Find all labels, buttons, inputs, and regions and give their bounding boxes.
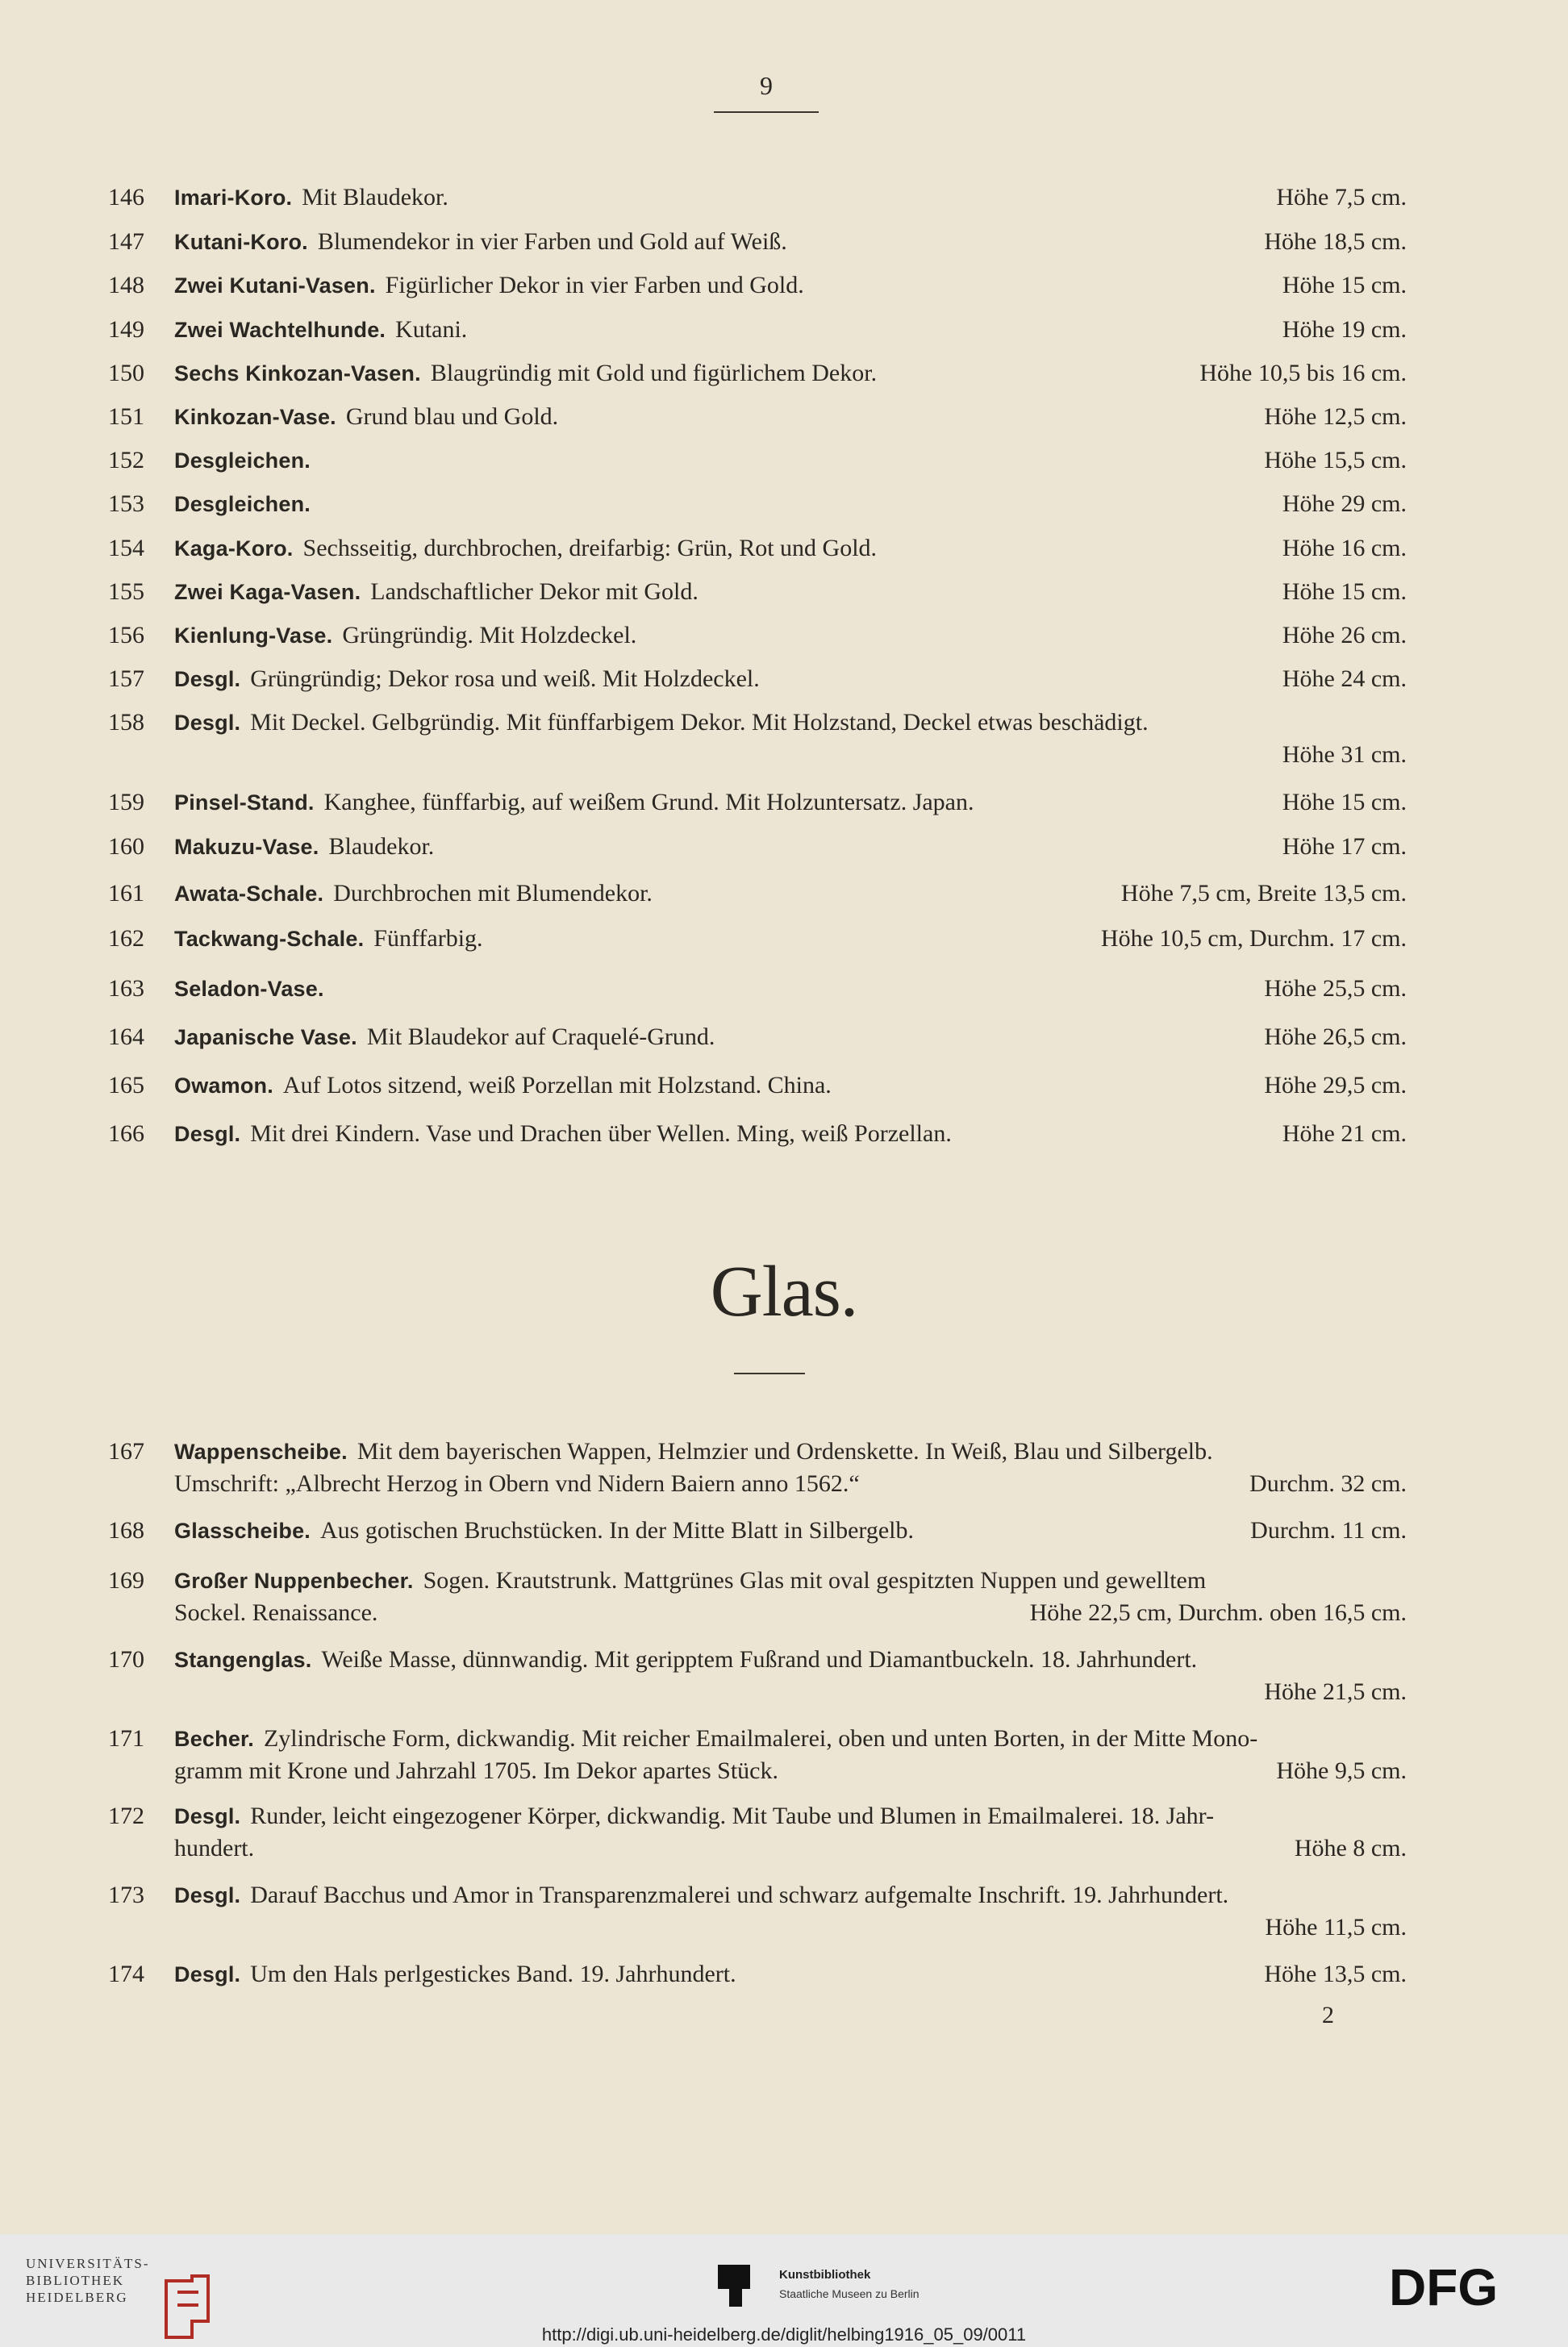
entry-number: 167 bbox=[108, 1438, 144, 1465]
entry-title: Kutani-Koro. bbox=[174, 230, 308, 254]
entry-number: 169 bbox=[108, 1567, 144, 1594]
entry-title: Seladon-Vase. bbox=[174, 977, 324, 1001]
permalink-url[interactable]: http://digi.ub.uni-heidelberg.de/diglit/helbing1916_05_09/0011 bbox=[541, 2324, 1027, 2345]
entry-body bbox=[174, 444, 1433, 477]
entry-title: Pinsel-Stand. bbox=[174, 790, 315, 815]
entry-continuation: Sockel. Renaissance. bbox=[174, 1599, 378, 1626]
entry-measurement: Höhe 12,5 cm. bbox=[1264, 403, 1407, 430]
entry-measurement: Höhe 19 cm. bbox=[1282, 316, 1407, 343]
entry-number: 155 bbox=[108, 578, 144, 605]
kunstbibliothek-name: Kunstbibliothek bbox=[779, 2268, 871, 2282]
entry-description: Blumendekor in vier Farben und Gold auf Weiß. bbox=[317, 228, 787, 255]
entry-description: Kutani. bbox=[395, 316, 468, 343]
university-line-2: BIBLIOTHEK bbox=[26, 2273, 124, 2288]
entry-title: Becher. bbox=[174, 1727, 254, 1751]
entry-number: 162 bbox=[108, 925, 144, 952]
entry-description: Aus gotischen Bruchstücken. In der Mitte Blatt in Silbergelb. bbox=[320, 1517, 914, 1544]
section-rule bbox=[734, 1373, 805, 1374]
entry-measurement: Höhe 26,5 cm. bbox=[1264, 1023, 1407, 1050]
entry-title: Desgl. bbox=[174, 711, 241, 735]
entry-description: Kanghee, fünffarbig, auf weißem Grund. Mit Holzuntersatz. Japan. bbox=[323, 789, 974, 815]
entry-description: Mit Blaudekor auf Craquelé-Grund. bbox=[366, 1023, 715, 1050]
university-library-logo[interactable] bbox=[26, 2255, 211, 2328]
entry-number: 163 bbox=[108, 975, 144, 1002]
entry-body bbox=[174, 1879, 1433, 1911]
entry-measurement: Höhe 29,5 cm. bbox=[1264, 1072, 1407, 1098]
entry-body bbox=[174, 314, 1433, 346]
entry-description: Durchbrochen mit Blumendekor. bbox=[333, 880, 653, 907]
entry-title: Imari-Koro. bbox=[174, 186, 293, 210]
entry-measurement: Höhe 18,5 cm. bbox=[1264, 228, 1407, 255]
entry-body bbox=[174, 1069, 1433, 1102]
entry-title: Japanische Vase. bbox=[174, 1025, 357, 1049]
entry-title: Desgleichen. bbox=[174, 492, 311, 516]
entry-continuation: gramm mit Krone und Jahrzahl 1705. Im Dekor apartes Stück. bbox=[174, 1757, 778, 1784]
entry-body bbox=[174, 226, 1433, 258]
entry-body bbox=[174, 663, 1433, 695]
entry-body bbox=[174, 973, 1433, 1005]
entry-title: Sechs Kinkozan-Vasen. bbox=[174, 361, 421, 386]
entry-number: 171 bbox=[108, 1725, 144, 1752]
entry-description: Grüngründig. Mit Holzdeckel. bbox=[342, 622, 637, 648]
entry-measurement: Höhe 7,5 cm, Breite 13,5 cm. bbox=[1120, 880, 1407, 907]
entry-number: 146 bbox=[108, 184, 144, 211]
entry-description: Sogen. Krautstrunk. Mattgrünes Glas mit oval gespitzten Nuppen und gewelltem bbox=[423, 1567, 1207, 1594]
entry-measurement: Höhe 15 cm. bbox=[1282, 578, 1407, 605]
entry-number: 168 bbox=[108, 1517, 144, 1544]
entry-measurement: Höhe 10,5 cm, Durchm. 17 cm. bbox=[1100, 925, 1407, 952]
footer-bar bbox=[0, 2234, 1568, 2347]
entry-description: Zylindrische Form, dickwandig. Mit reicher Emailmalerei, oben und unten Borten, in der Mitte Mono- bbox=[263, 1725, 1258, 1752]
kunstbibliothek-sub: Staatliche Museen zu Berlin bbox=[779, 2287, 920, 2300]
entry-number: 158 bbox=[108, 709, 144, 736]
entry-title: Desgl. bbox=[174, 1883, 241, 1907]
entry-number: 157 bbox=[108, 665, 144, 692]
entry-body bbox=[174, 707, 1433, 739]
entry-number: 160 bbox=[108, 833, 144, 860]
dfg-logo[interactable] bbox=[1389, 2263, 1542, 2316]
entry-number: 166 bbox=[108, 1120, 144, 1147]
entry-title: Zwei Wachtelhunde. bbox=[174, 318, 386, 342]
entry-description: Runder, leicht eingezogener Körper, dickwandig. Mit Taube und Blumen in Emailmalerei. 18. Jahr- bbox=[250, 1803, 1215, 1829]
entry-measurement: Höhe 31 cm. bbox=[1282, 741, 1407, 768]
entry-title: Desgl. bbox=[174, 1804, 241, 1828]
entry-measurement: Höhe 11,5 cm. bbox=[1265, 1914, 1407, 1941]
entry-measurement: Höhe 21,5 cm. bbox=[1264, 1678, 1407, 1705]
entry-body bbox=[174, 1021, 1433, 1053]
entry-description: Sechsseitig, durchbrochen, dreifarbig: Grün, Rot und Gold. bbox=[302, 535, 878, 561]
entry-measurement: Höhe 15,5 cm. bbox=[1264, 447, 1407, 473]
entry-number: 170 bbox=[108, 1646, 144, 1673]
entry-measurement: Durchm. 11 cm. bbox=[1250, 1517, 1407, 1544]
entry-measurement: Höhe 13,5 cm. bbox=[1264, 1961, 1407, 1987]
entry-number: 150 bbox=[108, 360, 144, 386]
entry-measurement: Höhe 9,5 cm. bbox=[1276, 1757, 1407, 1784]
entry-body bbox=[174, 401, 1433, 433]
entry-continuation: hundert. bbox=[174, 1835, 255, 1861]
entry-title: Glasscheibe. bbox=[174, 1519, 311, 1543]
entry-measurement: Höhe 29 cm. bbox=[1282, 490, 1407, 517]
entry-body bbox=[174, 1436, 1433, 1468]
section-heading-glas: Glas. bbox=[710, 1252, 858, 1332]
entry-body bbox=[174, 532, 1433, 565]
entry-description: Darauf Bacchus und Amor in Transparenzmalerei und schwarz aufgemalte Inschrift. 19. Jahrhundert. bbox=[250, 1882, 1229, 1908]
entry-title: Stangenglas. bbox=[174, 1648, 312, 1672]
entry-measurement: Höhe 21 cm. bbox=[1282, 1120, 1407, 1147]
entry-description: Mit drei Kindern. Vase und Drachen über Wellen. Ming, weiß Porzellan. bbox=[250, 1120, 952, 1147]
signature-mark: 2 bbox=[1322, 2002, 1334, 2028]
entry-measurement: Höhe 16 cm. bbox=[1282, 535, 1407, 561]
entry-title: Desgleichen. bbox=[174, 448, 311, 473]
entry-body bbox=[174, 269, 1433, 302]
dfg-text: DFG bbox=[1389, 2263, 1499, 2312]
entry-measurement: Höhe 7,5 cm. bbox=[1276, 184, 1407, 211]
entry-number: 149 bbox=[108, 316, 144, 343]
entry-body bbox=[174, 1800, 1433, 1832]
entry-measurement: Höhe 26 cm. bbox=[1282, 622, 1407, 648]
entry-title: Desgl. bbox=[174, 1122, 241, 1146]
entry-title: Zwei Kaga-Vasen. bbox=[174, 580, 361, 604]
entry-description: Fünffarbig. bbox=[373, 925, 483, 952]
entry-description: Mit Blaudekor. bbox=[302, 184, 448, 211]
entry-description: Weiße Masse, dünnwandig. Mit geripptem Fußrand und Diamantbuckeln. 18. Jahrhundert. bbox=[321, 1646, 1198, 1673]
entry-number: 147 bbox=[108, 228, 144, 255]
entry-title: Awata-Schale. bbox=[174, 882, 324, 906]
entry-title: Großer Nuppenbecher. bbox=[174, 1569, 414, 1593]
entry-title: Wappenscheibe. bbox=[174, 1440, 348, 1464]
entry-body bbox=[174, 831, 1433, 863]
entry-description: Blaugründig mit Gold und figürlichem Dekor. bbox=[430, 360, 878, 386]
entry-body bbox=[174, 619, 1433, 652]
page-number-rule bbox=[714, 111, 819, 113]
entry-measurement: Höhe 17 cm. bbox=[1282, 833, 1407, 860]
entry-description: Auf Lotos sitzend, weiß Porzellan mit Holzstand. China. bbox=[282, 1072, 832, 1098]
entry-measurement: Höhe 22,5 cm, Durchm. oben 16,5 cm. bbox=[1029, 1599, 1407, 1626]
entry-number: 159 bbox=[108, 789, 144, 815]
entry-number: 148 bbox=[108, 272, 144, 298]
dfg-logo-icon bbox=[1389, 2263, 1542, 2312]
entry-description: Grund blau und Gold. bbox=[345, 403, 559, 430]
entry-body bbox=[174, 181, 1433, 214]
university-line-3: HEIDELBERG bbox=[26, 2290, 128, 2305]
entry-body bbox=[174, 786, 1433, 819]
entry-description: Landschaftlicher Dekor mit Gold. bbox=[370, 578, 699, 605]
entry-number: 173 bbox=[108, 1882, 144, 1908]
entry-measurement: Höhe 25,5 cm. bbox=[1264, 975, 1407, 1002]
entry-title: Makuzu-Vase. bbox=[174, 835, 319, 859]
entry-body bbox=[174, 1515, 1433, 1547]
entry-measurement: Höhe 8 cm. bbox=[1294, 1835, 1407, 1861]
entry-description: Mit Deckel. Gelbgründig. Mit fünffarbigem Dekor. Mit Holzstand, Deckel etwas beschädigt. bbox=[250, 709, 1149, 736]
entry-description: Mit dem bayerischen Wappen, Helmzier und Ordenskette. In Weiß, Blau und Silbergelb. bbox=[357, 1438, 1213, 1465]
kunstbibliothek-logo[interactable] bbox=[718, 2252, 976, 2316]
entry-title: Kaga-Koro. bbox=[174, 536, 294, 561]
entry-body bbox=[174, 1723, 1433, 1755]
entry-measurement: Höhe 24 cm. bbox=[1282, 665, 1407, 692]
entry-continuation: Umschrift: „Albrecht Herzog in Obern vnd Nidern Baiern anno 1562.“ bbox=[174, 1470, 860, 1497]
entry-number: 154 bbox=[108, 535, 144, 561]
entry-measurement: Höhe 15 cm. bbox=[1282, 789, 1407, 815]
page-number: 9 bbox=[760, 71, 773, 100]
entry-measurement: Durchm. 32 cm. bbox=[1249, 1470, 1407, 1497]
entry-number: 172 bbox=[108, 1803, 144, 1829]
entry-title: Kinkozan-Vase. bbox=[174, 405, 336, 429]
entry-title: Kienlung-Vase. bbox=[174, 623, 333, 648]
entry-description: Figürlicher Dekor in vier Farben und Gold. bbox=[385, 272, 804, 298]
entry-body bbox=[174, 1565, 1433, 1597]
kunstbibliothek-mark-icon bbox=[718, 2265, 750, 2307]
entry-measurement: Höhe 10,5 bis 16 cm. bbox=[1199, 360, 1407, 386]
entry-body bbox=[174, 1958, 1433, 1991]
entry-title: Tackwang-Schale. bbox=[174, 927, 365, 951]
entry-number: 153 bbox=[108, 490, 144, 517]
entry-description: Um den Hals perlgestickes Band. 19. Jahrhundert. bbox=[250, 1961, 736, 1987]
entry-number: 156 bbox=[108, 622, 144, 648]
entry-number: 165 bbox=[108, 1072, 144, 1098]
entry-body bbox=[174, 488, 1433, 520]
entry-body bbox=[174, 1118, 1433, 1150]
entry-body bbox=[174, 576, 1433, 608]
university-line-1: UNIVERSITÄTS- bbox=[26, 2256, 150, 2271]
entry-measurement: Höhe 15 cm. bbox=[1282, 272, 1407, 298]
entry-number: 174 bbox=[108, 1961, 144, 1987]
entry-description: Grüngründig; Dekor rosa und weiß. Mit Holzdeckel. bbox=[250, 665, 760, 692]
entry-title: Owamon. bbox=[174, 1073, 273, 1098]
entry-title: Desgl. bbox=[174, 1962, 241, 1986]
entry-number: 164 bbox=[108, 1023, 144, 1050]
entry-number: 161 bbox=[108, 880, 144, 907]
entry-title: Zwei Kutani-Vasen. bbox=[174, 273, 376, 298]
entry-title: Desgl. bbox=[174, 667, 241, 691]
entry-number: 152 bbox=[108, 447, 144, 473]
entry-body bbox=[174, 1644, 1433, 1676]
entry-number: 151 bbox=[108, 403, 144, 430]
entry-description: Blaudekor. bbox=[328, 833, 435, 860]
